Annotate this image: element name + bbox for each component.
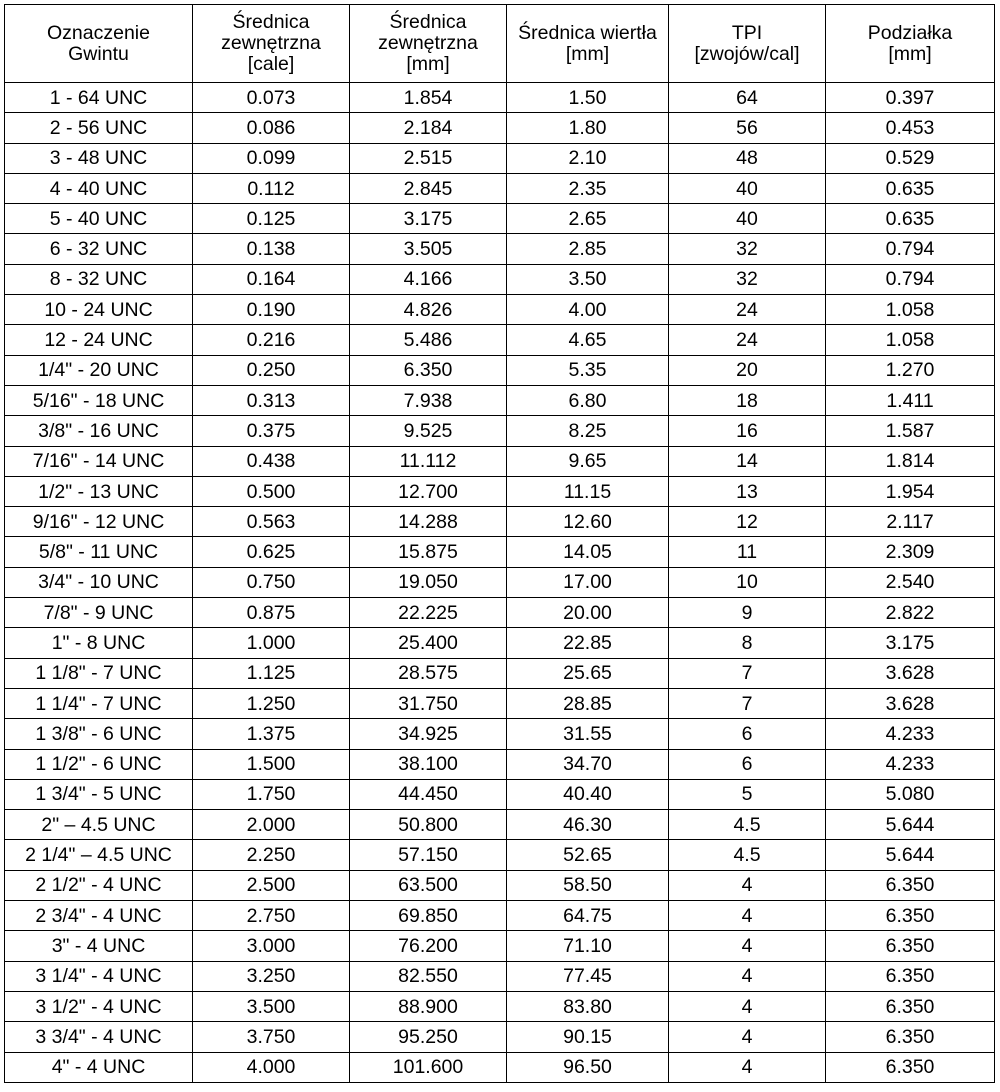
tpi-cell: 4 bbox=[669, 1022, 826, 1052]
outer-diameter-inch-cell: 0.138 bbox=[193, 234, 350, 264]
tpi-cell: 4.5 bbox=[669, 840, 826, 870]
pitch-cell: 1.411 bbox=[826, 385, 995, 415]
table-row bbox=[5, 476, 995, 506]
tpi-cell: 4 bbox=[669, 991, 826, 1021]
outer-diameter-mm-cell: 4.166 bbox=[350, 264, 507, 294]
table-row bbox=[5, 840, 995, 870]
header-outer-diameter-mm: Średnica zewnętrzna [mm] bbox=[350, 5, 507, 83]
thread-designation-cell: 4" - 4 UNC bbox=[5, 1052, 193, 1082]
drill-diameter-cell: 31.55 bbox=[507, 719, 669, 749]
outer-diameter-mm-cell: 34.925 bbox=[350, 719, 507, 749]
outer-diameter-inch-cell: 3.250 bbox=[193, 961, 350, 991]
drill-diameter-cell: 64.75 bbox=[507, 901, 669, 931]
thread-designation-cell: 5/16" - 18 UNC bbox=[5, 385, 193, 415]
outer-diameter-mm-cell: 101.600 bbox=[350, 1052, 507, 1082]
tpi-cell: 40 bbox=[669, 173, 826, 203]
thread-designation-cell: 3" - 4 UNC bbox=[5, 931, 193, 961]
tpi-cell: 11 bbox=[669, 537, 826, 567]
drill-diameter-cell: 71.10 bbox=[507, 931, 669, 961]
table-row bbox=[5, 931, 995, 961]
header-row bbox=[5, 5, 995, 83]
pitch-cell: 5.644 bbox=[826, 840, 995, 870]
thread-designation-cell: 4 - 40 UNC bbox=[5, 173, 193, 203]
outer-diameter-mm-cell: 2.845 bbox=[350, 173, 507, 203]
drill-diameter-cell: 2.35 bbox=[507, 173, 669, 203]
header-outer-diameter-inch: Średnica zewnętrzna [cale] bbox=[193, 5, 350, 83]
drill-diameter-cell: 9.65 bbox=[507, 446, 669, 476]
drill-diameter-cell: 20.00 bbox=[507, 598, 669, 628]
outer-diameter-mm-cell: 88.900 bbox=[350, 991, 507, 1021]
table-row bbox=[5, 385, 995, 415]
table-body bbox=[5, 83, 995, 1083]
table-row bbox=[5, 325, 995, 355]
drill-diameter-cell: 83.80 bbox=[507, 991, 669, 1021]
table-row bbox=[5, 810, 995, 840]
tpi-cell: 24 bbox=[669, 325, 826, 355]
tpi-cell: 8 bbox=[669, 628, 826, 658]
pitch-cell: 0.397 bbox=[826, 83, 995, 113]
table-row bbox=[5, 567, 995, 597]
tpi-cell: 32 bbox=[669, 264, 826, 294]
table-row bbox=[5, 870, 995, 900]
table-header bbox=[5, 5, 995, 83]
outer-diameter-mm-cell: 3.175 bbox=[350, 204, 507, 234]
drill-diameter-cell: 77.45 bbox=[507, 961, 669, 991]
outer-diameter-inch-cell: 0.375 bbox=[193, 416, 350, 446]
drill-diameter-cell: 4.65 bbox=[507, 325, 669, 355]
table-row bbox=[5, 628, 995, 658]
pitch-cell: 6.350 bbox=[826, 991, 995, 1021]
thread-designation-cell: 2" – 4.5 UNC bbox=[5, 810, 193, 840]
outer-diameter-inch-cell: 2.250 bbox=[193, 840, 350, 870]
drill-diameter-cell: 2.85 bbox=[507, 234, 669, 264]
table-row bbox=[5, 355, 995, 385]
outer-diameter-inch-cell: 0.500 bbox=[193, 476, 350, 506]
pitch-cell: 5.644 bbox=[826, 810, 995, 840]
drill-diameter-cell: 2.65 bbox=[507, 204, 669, 234]
tpi-cell: 7 bbox=[669, 688, 826, 718]
outer-diameter-inch-cell: 1.750 bbox=[193, 779, 350, 809]
tpi-cell: 5 bbox=[669, 779, 826, 809]
tpi-cell: 16 bbox=[669, 416, 826, 446]
table-row bbox=[5, 1022, 995, 1052]
pitch-cell: 2.309 bbox=[826, 537, 995, 567]
pitch-cell: 1.270 bbox=[826, 355, 995, 385]
pitch-cell: 4.233 bbox=[826, 719, 995, 749]
drill-diameter-cell: 11.15 bbox=[507, 476, 669, 506]
thread-designation-cell: 1 3/8" - 6 UNC bbox=[5, 719, 193, 749]
thread-designation-cell: 2 1/4" – 4.5 UNC bbox=[5, 840, 193, 870]
outer-diameter-inch-cell: 4.000 bbox=[193, 1052, 350, 1082]
outer-diameter-inch-cell: 1.250 bbox=[193, 688, 350, 718]
outer-diameter-mm-cell: 57.150 bbox=[350, 840, 507, 870]
outer-diameter-inch-cell: 0.438 bbox=[193, 446, 350, 476]
thread-designation-cell: 1 3/4" - 5 UNC bbox=[5, 779, 193, 809]
pitch-cell: 6.350 bbox=[826, 931, 995, 961]
outer-diameter-inch-cell: 3.000 bbox=[193, 931, 350, 961]
thread-designation-cell: 1/4" - 20 UNC bbox=[5, 355, 193, 385]
outer-diameter-mm-cell: 63.500 bbox=[350, 870, 507, 900]
outer-diameter-inch-cell: 3.750 bbox=[193, 1022, 350, 1052]
pitch-cell: 2.117 bbox=[826, 507, 995, 537]
pitch-cell: 6.350 bbox=[826, 1052, 995, 1082]
pitch-cell: 0.635 bbox=[826, 173, 995, 203]
table-row bbox=[5, 143, 995, 173]
drill-diameter-cell: 5.35 bbox=[507, 355, 669, 385]
tpi-cell: 20 bbox=[669, 355, 826, 385]
pitch-cell: 1.587 bbox=[826, 416, 995, 446]
drill-diameter-cell: 40.40 bbox=[507, 779, 669, 809]
thread-designation-cell: 1 1/8" - 7 UNC bbox=[5, 658, 193, 688]
drill-diameter-cell: 22.85 bbox=[507, 628, 669, 658]
thread-designation-cell: 2 1/2" - 4 UNC bbox=[5, 870, 193, 900]
tpi-cell: 6 bbox=[669, 749, 826, 779]
outer-diameter-mm-cell: 95.250 bbox=[350, 1022, 507, 1052]
outer-diameter-inch-cell: 0.313 bbox=[193, 385, 350, 415]
outer-diameter-mm-cell: 2.515 bbox=[350, 143, 507, 173]
drill-diameter-cell: 25.65 bbox=[507, 658, 669, 688]
table-row bbox=[5, 264, 995, 294]
outer-diameter-inch-cell: 1.375 bbox=[193, 719, 350, 749]
thread-designation-cell: 8 - 32 UNC bbox=[5, 264, 193, 294]
tpi-cell: 10 bbox=[669, 567, 826, 597]
table-row bbox=[5, 204, 995, 234]
outer-diameter-inch-cell: 3.500 bbox=[193, 991, 350, 1021]
pitch-cell: 3.628 bbox=[826, 688, 995, 718]
tpi-cell: 6 bbox=[669, 719, 826, 749]
tpi-cell: 64 bbox=[669, 83, 826, 113]
thread-designation-cell: 3/4" - 10 UNC bbox=[5, 567, 193, 597]
thread-designation-cell: 7/16" - 14 UNC bbox=[5, 446, 193, 476]
outer-diameter-inch-cell: 0.563 bbox=[193, 507, 350, 537]
outer-diameter-mm-cell: 22.225 bbox=[350, 598, 507, 628]
outer-diameter-mm-cell: 31.750 bbox=[350, 688, 507, 718]
drill-diameter-cell: 1.80 bbox=[507, 113, 669, 143]
thread-designation-cell: 5/8" - 11 UNC bbox=[5, 537, 193, 567]
outer-diameter-mm-cell: 1.854 bbox=[350, 83, 507, 113]
table-row bbox=[5, 598, 995, 628]
outer-diameter-inch-cell: 0.086 bbox=[193, 113, 350, 143]
table-row bbox=[5, 537, 995, 567]
outer-diameter-mm-cell: 19.050 bbox=[350, 567, 507, 597]
outer-diameter-inch-cell: 0.216 bbox=[193, 325, 350, 355]
drill-diameter-cell: 96.50 bbox=[507, 1052, 669, 1082]
tpi-cell: 4 bbox=[669, 931, 826, 961]
outer-diameter-inch-cell: 1.125 bbox=[193, 658, 350, 688]
outer-diameter-mm-cell: 2.184 bbox=[350, 113, 507, 143]
outer-diameter-mm-cell: 25.400 bbox=[350, 628, 507, 658]
thread-designation-cell: 3/8" - 16 UNC bbox=[5, 416, 193, 446]
outer-diameter-inch-cell: 0.164 bbox=[193, 264, 350, 294]
table-row bbox=[5, 173, 995, 203]
pitch-cell: 2.540 bbox=[826, 567, 995, 597]
thread-designation-cell: 3 - 48 UNC bbox=[5, 143, 193, 173]
tpi-cell: 14 bbox=[669, 446, 826, 476]
outer-diameter-inch-cell: 0.875 bbox=[193, 598, 350, 628]
header-drill-diameter: Średnica wiertła [mm] bbox=[507, 5, 669, 83]
drill-diameter-cell: 14.05 bbox=[507, 537, 669, 567]
outer-diameter-mm-cell: 76.200 bbox=[350, 931, 507, 961]
thread-designation-cell: 3 3/4" - 4 UNC bbox=[5, 1022, 193, 1052]
table-row bbox=[5, 1052, 995, 1082]
outer-diameter-mm-cell: 5.486 bbox=[350, 325, 507, 355]
tpi-cell: 4 bbox=[669, 1052, 826, 1082]
thread-designation-cell: 10 - 24 UNC bbox=[5, 295, 193, 325]
tpi-cell: 9 bbox=[669, 598, 826, 628]
outer-diameter-inch-cell: 2.750 bbox=[193, 901, 350, 931]
table-row bbox=[5, 688, 995, 718]
table-row bbox=[5, 295, 995, 325]
thread-designation-cell: 7/8" - 9 UNC bbox=[5, 598, 193, 628]
table-row bbox=[5, 416, 995, 446]
pitch-cell: 6.350 bbox=[826, 901, 995, 931]
pitch-cell: 3.175 bbox=[826, 628, 995, 658]
outer-diameter-mm-cell: 50.800 bbox=[350, 810, 507, 840]
outer-diameter-mm-cell: 7.938 bbox=[350, 385, 507, 415]
tpi-cell: 13 bbox=[669, 476, 826, 506]
tpi-cell: 32 bbox=[669, 234, 826, 264]
outer-diameter-mm-cell: 82.550 bbox=[350, 961, 507, 991]
drill-diameter-cell: 12.60 bbox=[507, 507, 669, 537]
pitch-cell: 3.628 bbox=[826, 658, 995, 688]
tpi-cell: 40 bbox=[669, 204, 826, 234]
outer-diameter-mm-cell: 69.850 bbox=[350, 901, 507, 931]
pitch-cell: 6.350 bbox=[826, 961, 995, 991]
drill-diameter-cell: 34.70 bbox=[507, 749, 669, 779]
tpi-cell: 7 bbox=[669, 658, 826, 688]
thread-designation-cell: 1/2" - 13 UNC bbox=[5, 476, 193, 506]
outer-diameter-mm-cell: 4.826 bbox=[350, 295, 507, 325]
outer-diameter-mm-cell: 38.100 bbox=[350, 749, 507, 779]
pitch-cell: 0.453 bbox=[826, 113, 995, 143]
drill-diameter-cell: 1.50 bbox=[507, 83, 669, 113]
table-row bbox=[5, 779, 995, 809]
thread-designation-cell: 2 - 56 UNC bbox=[5, 113, 193, 143]
drill-diameter-cell: 2.10 bbox=[507, 143, 669, 173]
thread-designation-cell: 1 - 64 UNC bbox=[5, 83, 193, 113]
outer-diameter-inch-cell: 2.000 bbox=[193, 810, 350, 840]
tpi-cell: 24 bbox=[669, 295, 826, 325]
tpi-cell: 56 bbox=[669, 113, 826, 143]
outer-diameter-mm-cell: 44.450 bbox=[350, 779, 507, 809]
pitch-cell: 4.233 bbox=[826, 749, 995, 779]
table-row bbox=[5, 507, 995, 537]
tpi-cell: 12 bbox=[669, 507, 826, 537]
unc-thread-table bbox=[4, 4, 995, 1083]
pitch-cell: 0.794 bbox=[826, 264, 995, 294]
table-row bbox=[5, 719, 995, 749]
outer-diameter-mm-cell: 9.525 bbox=[350, 416, 507, 446]
outer-diameter-inch-cell: 0.112 bbox=[193, 173, 350, 203]
outer-diameter-inch-cell: 1.500 bbox=[193, 749, 350, 779]
header-thread-designation: Oznaczenie Gwintu bbox=[5, 5, 193, 83]
tpi-cell: 4 bbox=[669, 901, 826, 931]
pitch-cell: 6.350 bbox=[826, 1022, 995, 1052]
outer-diameter-inch-cell: 2.500 bbox=[193, 870, 350, 900]
thread-designation-cell: 12 - 24 UNC bbox=[5, 325, 193, 355]
thread-designation-cell: 1" - 8 UNC bbox=[5, 628, 193, 658]
outer-diameter-mm-cell: 14.288 bbox=[350, 507, 507, 537]
tpi-cell: 4 bbox=[669, 961, 826, 991]
thread-designation-cell: 6 - 32 UNC bbox=[5, 234, 193, 264]
tpi-cell: 18 bbox=[669, 385, 826, 415]
drill-diameter-cell: 58.50 bbox=[507, 870, 669, 900]
drill-diameter-cell: 6.80 bbox=[507, 385, 669, 415]
drill-diameter-cell: 46.30 bbox=[507, 810, 669, 840]
outer-diameter-mm-cell: 6.350 bbox=[350, 355, 507, 385]
outer-diameter-inch-cell: 0.750 bbox=[193, 567, 350, 597]
thread-designation-cell: 9/16" - 12 UNC bbox=[5, 507, 193, 537]
table-row bbox=[5, 83, 995, 113]
drill-diameter-cell: 17.00 bbox=[507, 567, 669, 597]
outer-diameter-inch-cell: 0.125 bbox=[193, 204, 350, 234]
header-pitch: Podziałka [mm] bbox=[826, 5, 995, 83]
thread-designation-cell: 5 - 40 UNC bbox=[5, 204, 193, 234]
drill-diameter-cell: 8.25 bbox=[507, 416, 669, 446]
pitch-cell: 0.794 bbox=[826, 234, 995, 264]
thread-designation-cell: 1 1/2" - 6 UNC bbox=[5, 749, 193, 779]
pitch-cell: 0.529 bbox=[826, 143, 995, 173]
outer-diameter-inch-cell: 0.625 bbox=[193, 537, 350, 567]
outer-diameter-mm-cell: 12.700 bbox=[350, 476, 507, 506]
drill-diameter-cell: 52.65 bbox=[507, 840, 669, 870]
tpi-cell: 4.5 bbox=[669, 810, 826, 840]
table-row bbox=[5, 113, 995, 143]
table-row bbox=[5, 234, 995, 264]
table-row bbox=[5, 658, 995, 688]
pitch-cell: 1.058 bbox=[826, 295, 995, 325]
pitch-cell: 1.058 bbox=[826, 325, 995, 355]
outer-diameter-inch-cell: 0.250 bbox=[193, 355, 350, 385]
pitch-cell: 1.954 bbox=[826, 476, 995, 506]
table-row bbox=[5, 749, 995, 779]
drill-diameter-cell: 4.00 bbox=[507, 295, 669, 325]
thread-designation-cell: 3 1/4" - 4 UNC bbox=[5, 961, 193, 991]
pitch-cell: 5.080 bbox=[826, 779, 995, 809]
outer-diameter-mm-cell: 15.875 bbox=[350, 537, 507, 567]
table-row bbox=[5, 446, 995, 476]
tpi-cell: 48 bbox=[669, 143, 826, 173]
table-row bbox=[5, 961, 995, 991]
pitch-cell: 6.350 bbox=[826, 870, 995, 900]
header-tpi: TPI [zwojów/cal] bbox=[669, 5, 826, 83]
outer-diameter-mm-cell: 3.505 bbox=[350, 234, 507, 264]
outer-diameter-inch-cell: 0.073 bbox=[193, 83, 350, 113]
drill-diameter-cell: 90.15 bbox=[507, 1022, 669, 1052]
pitch-cell: 1.814 bbox=[826, 446, 995, 476]
outer-diameter-inch-cell: 0.099 bbox=[193, 143, 350, 173]
drill-diameter-cell: 3.50 bbox=[507, 264, 669, 294]
table-row bbox=[5, 901, 995, 931]
thread-designation-cell: 3 1/2" - 4 UNC bbox=[5, 991, 193, 1021]
tpi-cell: 4 bbox=[669, 870, 826, 900]
drill-diameter-cell: 28.85 bbox=[507, 688, 669, 718]
outer-diameter-inch-cell: 0.190 bbox=[193, 295, 350, 325]
outer-diameter-inch-cell: 1.000 bbox=[193, 628, 350, 658]
outer-diameter-mm-cell: 11.112 bbox=[350, 446, 507, 476]
pitch-cell: 2.822 bbox=[826, 598, 995, 628]
table-row bbox=[5, 991, 995, 1021]
pitch-cell: 0.635 bbox=[826, 204, 995, 234]
thread-designation-cell: 2 3/4" - 4 UNC bbox=[5, 901, 193, 931]
thread-designation-cell: 1 1/4" - 7 UNC bbox=[5, 688, 193, 718]
outer-diameter-mm-cell: 28.575 bbox=[350, 658, 507, 688]
